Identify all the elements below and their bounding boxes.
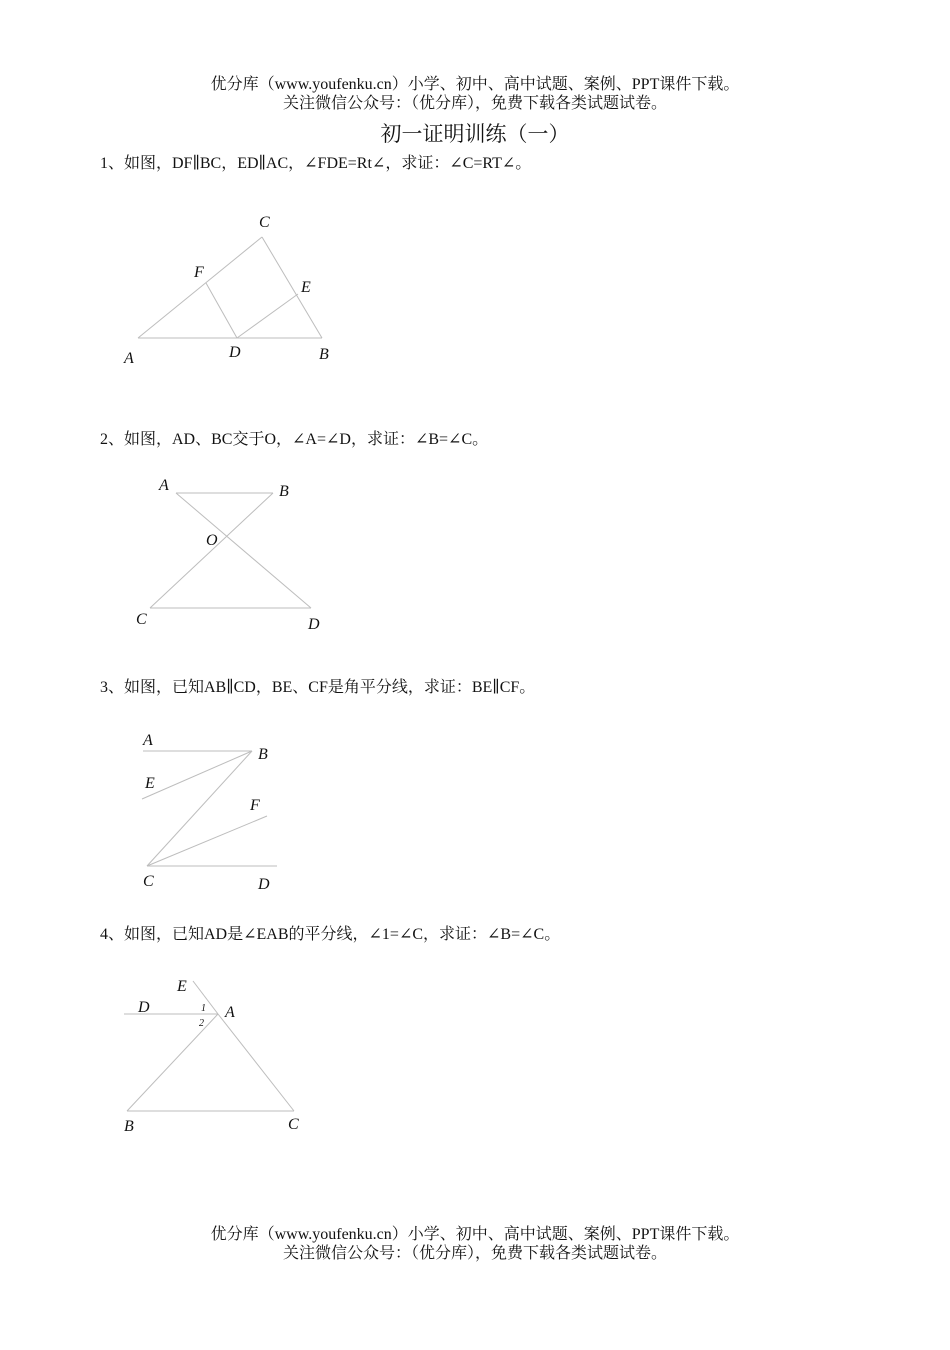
question-2-text: 2、如图，AD、BC交于O，∠A=∠D，求证：∠B=∠C。 (100, 431, 489, 448)
question-4-text: 4、如图，已知AD是∠EAB的平分线，∠1=∠C，求证：∠B=∠C。 (100, 926, 561, 943)
segment-CB (262, 237, 322, 338)
label-A: A (143, 732, 153, 749)
label-F: F (194, 264, 204, 281)
segment-AD (176, 493, 311, 608)
label-E: E (177, 978, 187, 995)
question-1-text: 1、如图，DF∥BC，ED∥AC，∠FDE=Rt∠，求证：∠C=RT∠。 (100, 155, 532, 172)
label-B: B (279, 483, 289, 500)
label-D: D (258, 876, 270, 893)
segment-AC (138, 237, 262, 338)
label-E: E (145, 775, 155, 792)
header-line-1: 优分库（www.youfenku.cn）小学、初中、高中试题、案例、PPT课件下载。 (210, 76, 740, 93)
angle-label-1: 1 (201, 1003, 206, 1014)
footer-line-2: 关注微信公众号：（优分库），免费下载各类试题试卷。 (282, 1245, 667, 1262)
label-C: C (259, 214, 270, 231)
segment-CF (147, 816, 267, 866)
label-A: A (124, 350, 134, 367)
label-D: D (138, 999, 150, 1016)
segment-AC (218, 1014, 294, 1111)
angle-label-2: 2 (199, 1018, 204, 1029)
segment-DE (237, 294, 298, 338)
label-C: C (143, 873, 154, 890)
label-B: B (258, 746, 268, 763)
footer-line-1: 优分库（www.youfenku.cn）小学、初中、高中试题、案例、PPT课件下载。 (210, 1226, 740, 1243)
label-C: C (136, 611, 147, 628)
label-B: B (319, 346, 329, 363)
segment-AB (127, 1014, 218, 1111)
label-C: C (288, 1116, 299, 1133)
question-3-text: 3、如图，已知AB∥CD，BE、CF是角平分线，求证：BE∥CF。 (100, 679, 536, 696)
segment-DF (206, 283, 237, 338)
label-B: B (124, 1118, 134, 1135)
label-D: D (229, 344, 241, 361)
label-F: F (250, 797, 260, 814)
question-3-figure (100, 725, 350, 900)
label-D: D (308, 616, 320, 633)
segment-BC (150, 493, 273, 608)
page-title: 初一证明训练（一） (380, 122, 570, 146)
question-1-figure (100, 200, 360, 380)
label-E: E (301, 279, 311, 296)
header-line-2: 关注微信公众号：（优分库），免费下载各类试题试卷。 (282, 95, 667, 112)
label-A: A (225, 1004, 235, 1021)
label-A: A (159, 477, 169, 494)
question-2-figure (100, 470, 350, 640)
question-4-figure (100, 970, 350, 1145)
segment-BC (147, 751, 252, 866)
label-O: O (206, 532, 218, 549)
segment-BE (142, 751, 252, 799)
